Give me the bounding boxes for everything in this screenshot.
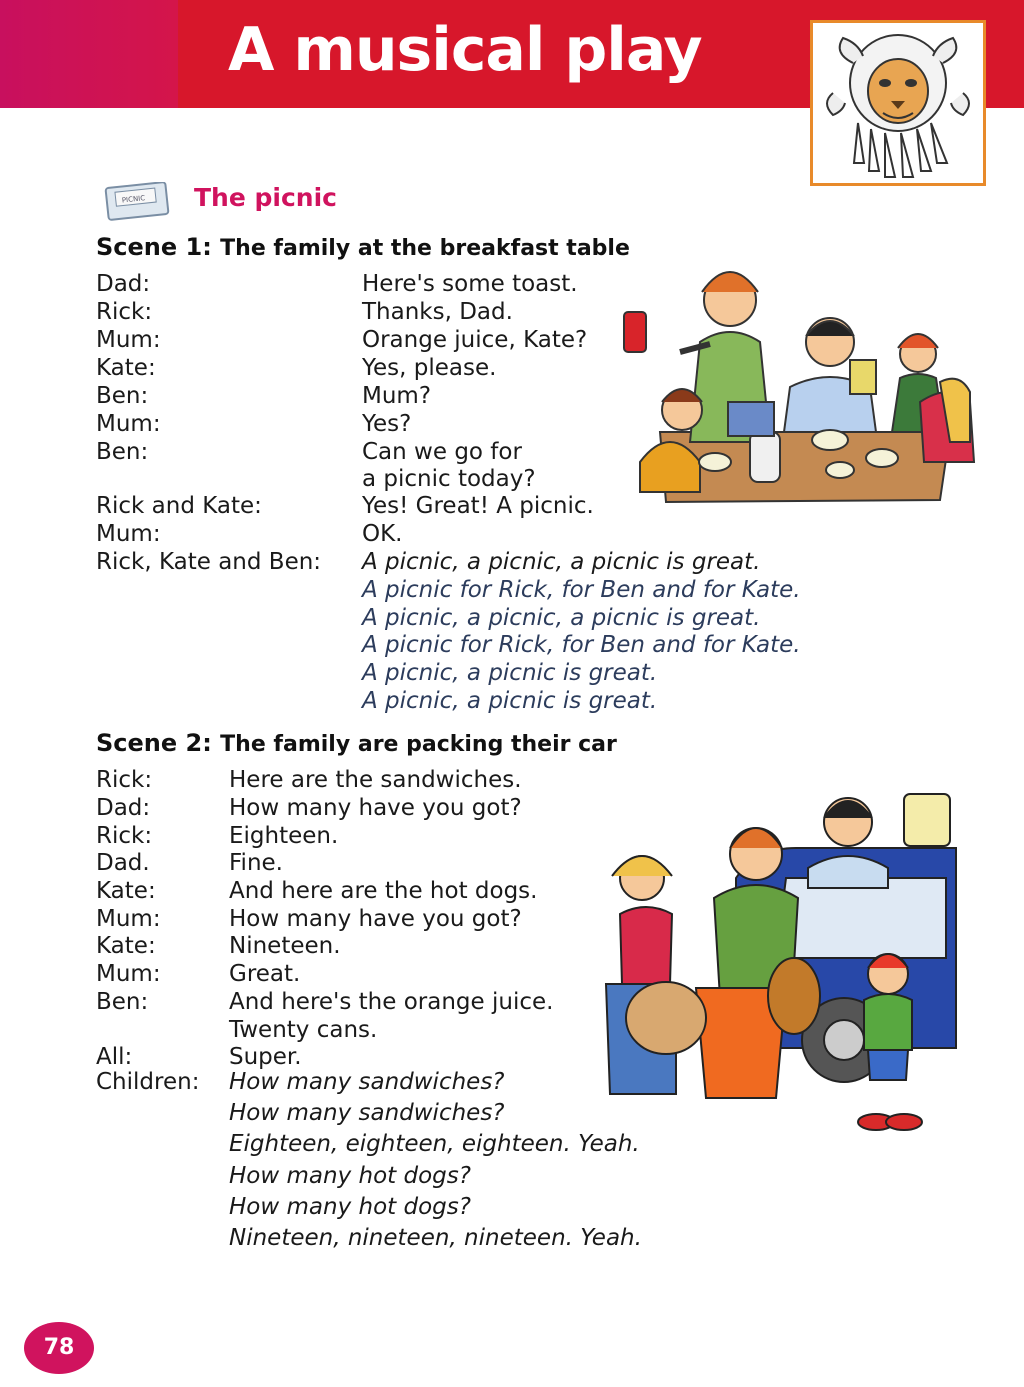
scene2-subheading: The family are packing their car — [220, 732, 617, 757]
scene2-speaker: Kate: — [96, 933, 156, 959]
scene1-subheading: The family at the breakfast table — [220, 236, 630, 261]
scene2-heading — [96, 729, 617, 757]
scene2-song-line: How many hot dogs? — [229, 1163, 471, 1189]
scene1-speaker: Rick: — [96, 299, 153, 325]
scene2-song-line: Nineteen, nineteen, nineteen. Yeah. — [229, 1225, 642, 1251]
scene1-text: Mum? — [362, 383, 432, 409]
breakfast-illustration — [620, 262, 980, 510]
scene1-song-line: A picnic for Rick, for Ben and for Kate. — [362, 577, 801, 603]
scene1-song-line: A picnic, a picnic, a picnic is great. — [362, 605, 761, 631]
scene1-speaker: Mum: — [96, 521, 161, 547]
scene1-speaker: Mum: — [96, 327, 161, 353]
cassette-icon — [104, 182, 170, 222]
scene1-text: Yes, please. — [362, 355, 497, 381]
scene2-text: Fine. — [229, 850, 283, 876]
page-title: A musical play — [228, 15, 702, 85]
scene2-song-line: Eighteen, eighteen, eighteen. Yeah. — [229, 1131, 640, 1157]
scene1-text: Thanks, Dad. — [362, 299, 513, 325]
scene1-label: Scene 1: — [96, 233, 212, 261]
scene1-song-line: A picnic, a picnic, a picnic is great. — [362, 549, 761, 575]
scene1-text: a picnic today? — [362, 466, 536, 492]
scene2-speaker: Dad: — [96, 795, 151, 821]
scene1-speaker: Dad: — [96, 271, 151, 297]
lion-icon — [813, 23, 983, 183]
scene1-speaker: Rick and Kate: — [96, 493, 262, 519]
section-title: The picnic — [194, 183, 337, 212]
scene1-song-line: A picnic for Rick, for Ben and for Kate. — [362, 632, 801, 658]
scene1-text: Yes! Great! A picnic. — [362, 493, 594, 519]
scene2-text: Super. — [229, 1044, 302, 1070]
scene1-text: Yes? — [362, 411, 412, 437]
scene2-text: Twenty cans. — [229, 1017, 378, 1043]
scene1-speaker: Kate: — [96, 355, 156, 381]
lion-illustration — [810, 20, 986, 186]
scene1-song-line: A picnic, a picnic is great. — [362, 688, 658, 714]
scene2-speaker: Dad. — [96, 850, 150, 876]
scene2-text: How many have you got? — [229, 906, 522, 932]
scene1-text: Can we go for — [362, 439, 522, 465]
scene2-text: And here's the orange juice. — [229, 989, 554, 1015]
scene2-speaker: All: — [96, 1044, 133, 1070]
banner-accent — [0, 0, 178, 108]
scene2-speaker: Ben: — [96, 989, 149, 1015]
scene1-heading — [96, 233, 630, 261]
page-number: 78 — [24, 1322, 94, 1374]
scene2-text: And here are the hot dogs. — [229, 878, 538, 904]
scene2-song-line: How many hot dogs? — [229, 1194, 471, 1220]
scene1-song-line: A picnic, a picnic is great. — [362, 660, 658, 686]
scene2-text: How many have you got? — [229, 795, 522, 821]
scene2-text: Eighteen. — [229, 823, 339, 849]
car-packing-illustration — [586, 778, 966, 1140]
scene2-text: Here are the sandwiches. — [229, 767, 522, 793]
scene2-speaker: Rick: — [96, 767, 153, 793]
scene1-speaker: Ben: — [96, 439, 149, 465]
scene1-text: Here's some toast. — [362, 271, 578, 297]
scene1-speaker: Ben: — [96, 383, 149, 409]
scene2-speaker: Kate: — [96, 878, 156, 904]
scene2-text: Nineteen. — [229, 933, 341, 959]
scene2-text: Great. — [229, 961, 301, 987]
scene2-song-line: How many sandwiches? — [229, 1069, 505, 1095]
scene2-speaker: Rick: — [96, 823, 153, 849]
scene2-song-line: How many sandwiches? — [229, 1100, 505, 1126]
scene1-speaker: Rick, Kate and Ben: — [96, 549, 322, 575]
cassette-label: PICNIC — [121, 194, 146, 205]
scene1-text: Orange juice, Kate? — [362, 327, 588, 353]
scene1-text: OK. — [362, 521, 403, 547]
scene2-speaker: Mum: — [96, 961, 161, 987]
scene2-speaker: Mum: — [96, 906, 161, 932]
scene2-speaker: Children: — [96, 1069, 200, 1095]
scene2-label: Scene 2: — [96, 729, 212, 757]
scene1-speaker: Mum: — [96, 411, 161, 437]
